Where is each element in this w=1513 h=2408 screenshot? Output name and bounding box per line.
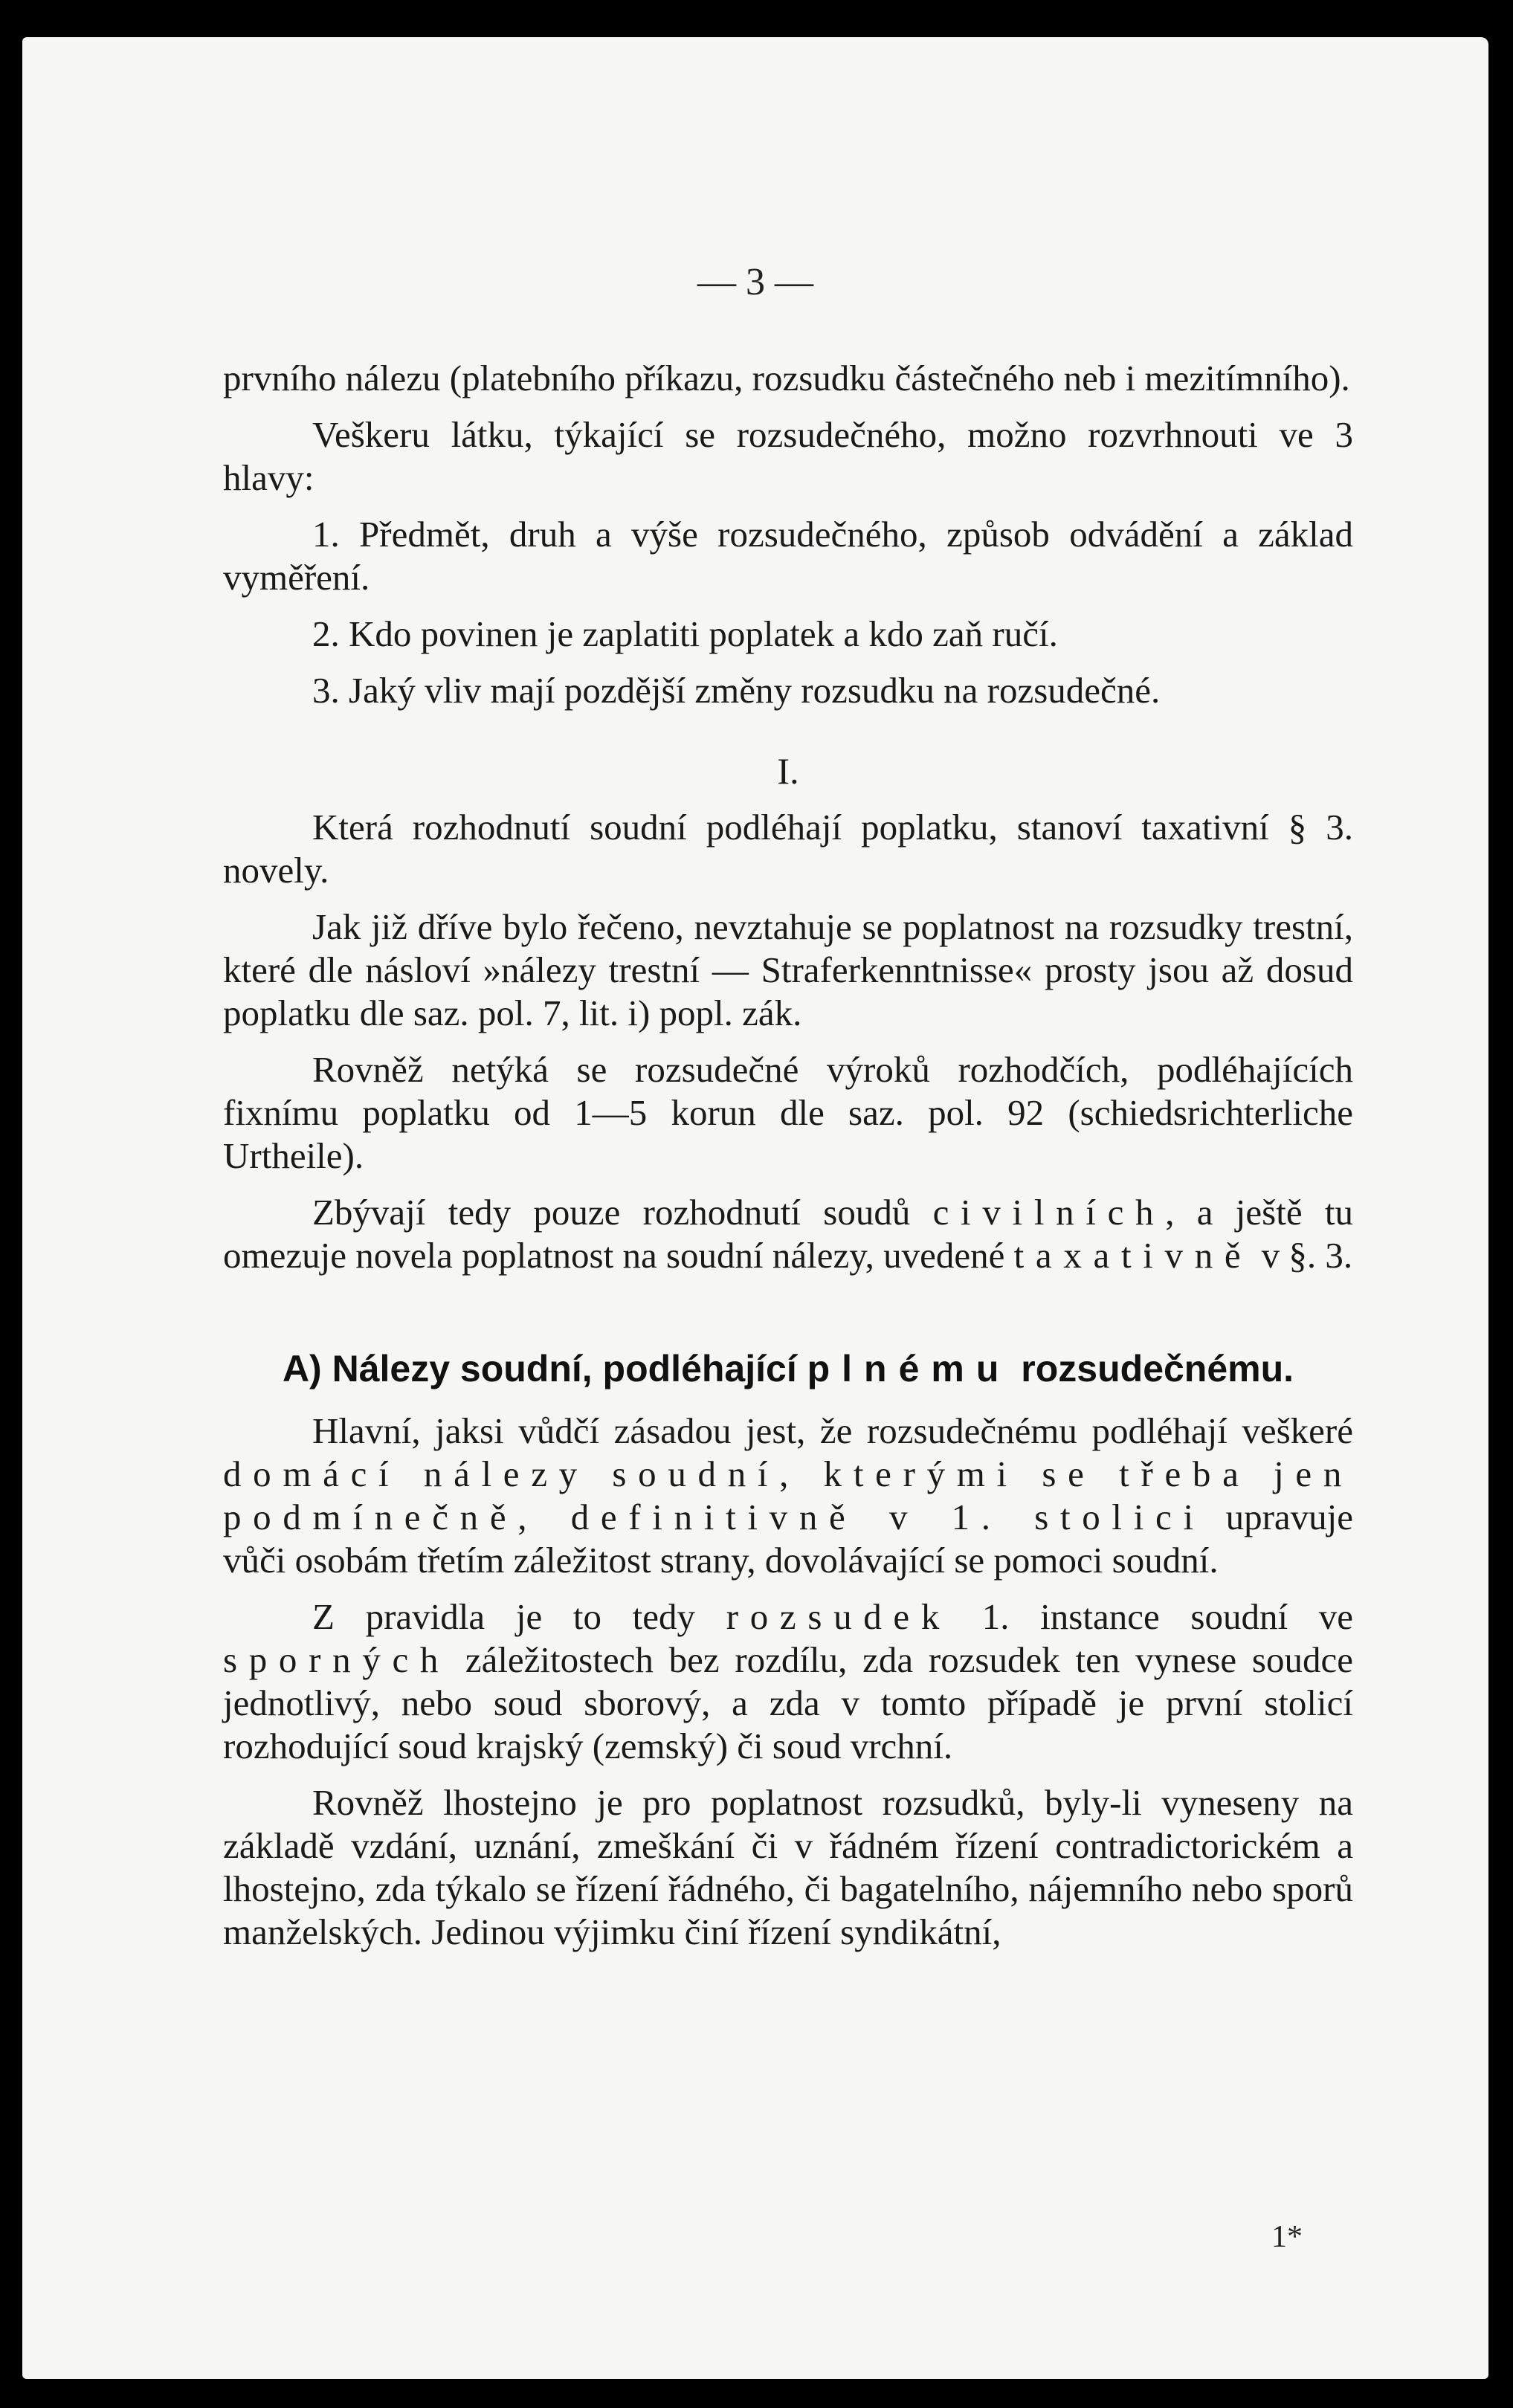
paragraph: Která rozhodnutí soudní podléhají poplatku, stanoví taxativní § 3. novely. (223, 807, 1353, 891)
spaced-emphasis: civilních (932, 1192, 1166, 1233)
text-run: , a ještě tu omezuje novela poplatnost na soudní nálezy, uvedené (223, 1192, 1353, 1276)
section-number: I. (777, 750, 799, 792)
text-run: Hlavní, jaksi vůdčí zásadou jest, že rozsudečnému podléhají veškeré (312, 1410, 1353, 1451)
text-run: záležitostech bez rozdílu, zda rozsudek ten vynese soudce jednotlivý, nebo soud sborový, a zda v tomto případě je první stolicí rozhodující soud krajský (zemský) či soud vrchní. (223, 1639, 1353, 1766)
heading-text: A) Nálezy soudní, podléhající (282, 1348, 807, 1389)
paragraph: Jak již dříve bylo řečeno, nevztahuje se poplatnost na rozsudky trestní, které dle násloví »nálezy trestní — Straferkenntnisse« prosty jsou až dosud poplatku dle saz. pol. 7, lit. i) popl. zák. (223, 906, 1353, 1033)
page-number: — 3 — (697, 261, 813, 303)
paragraph: Veškeru látku, týkající se rozsudečného, možno rozvrhnouti ve 3 hlavy: (223, 414, 1353, 498)
text-run: 1. instance soudní ve (951, 1596, 1353, 1637)
list-item: 2. Kdo povinen je zaplatiti poplatek a kdo zaň ručí. (312, 613, 1058, 654)
list-item: 1. Předmět, druh a výše rozsudečného, způsob odvádění a základ vyměření. (223, 514, 1353, 598)
paper-sheet (22, 37, 1488, 2379)
body-text (223, 357, 1353, 1954)
heading-text: rozsudečnému. (1010, 1348, 1294, 1389)
text-run: upravuje vůči osobám třetím záležitost strany, dovolávající se pomoci soudní. (223, 1497, 1353, 1581)
heading-emphasis: plnému (807, 1348, 1011, 1389)
spaced-emphasis: taxativně (1013, 1235, 1253, 1276)
paragraph: prvního nálezu (platebního příkazu, rozsudku částečného neb i mezitímního). (223, 358, 1350, 398)
paragraph (223, 1191, 1353, 1277)
text-run: Z pravidla je to tedy (312, 1596, 726, 1637)
paragraph: Rovněž lhostejno je pro poplatnost rozsudků, byly-li vyneseny na základě vzdání, uznání, zmeškání či v řádném řízení contradictorickém a lhostejno, zda týkalo se řízení řádného, či bagatelního, nájemního nebo sporů manželských. Jedinou výjimku činí řízení syndikátní, (223, 1782, 1353, 1952)
signature-mark: 1* (1271, 2220, 1303, 2254)
paragraph (223, 1410, 1353, 1582)
section-heading (223, 1346, 1353, 1392)
spaced-emphasis: domácí nálezy soudní, kterými se třeba jen podmínečně, definitivně v 1. stolici (223, 1453, 1353, 1537)
list-item: 3. Jaký vliv mají pozdější změny rozsudku na rozsudečné. (312, 670, 1161, 711)
text-run: Zbývají tedy pouze rozhodnutí soudů (312, 1192, 933, 1233)
paragraph (223, 1595, 1353, 1768)
paragraph: Rovněž netýká se rozsudečné výroků rozhodčích, podléhajících fixnímu poplatku od 1—5 korun dle saz. pol. 92 (schiedsrichterliche Urtheile). (223, 1049, 1353, 1176)
text-run: v §. 3. (1252, 1235, 1353, 1276)
spaced-emphasis: rozsudek (726, 1596, 952, 1637)
spaced-emphasis: sporných (223, 1639, 451, 1680)
